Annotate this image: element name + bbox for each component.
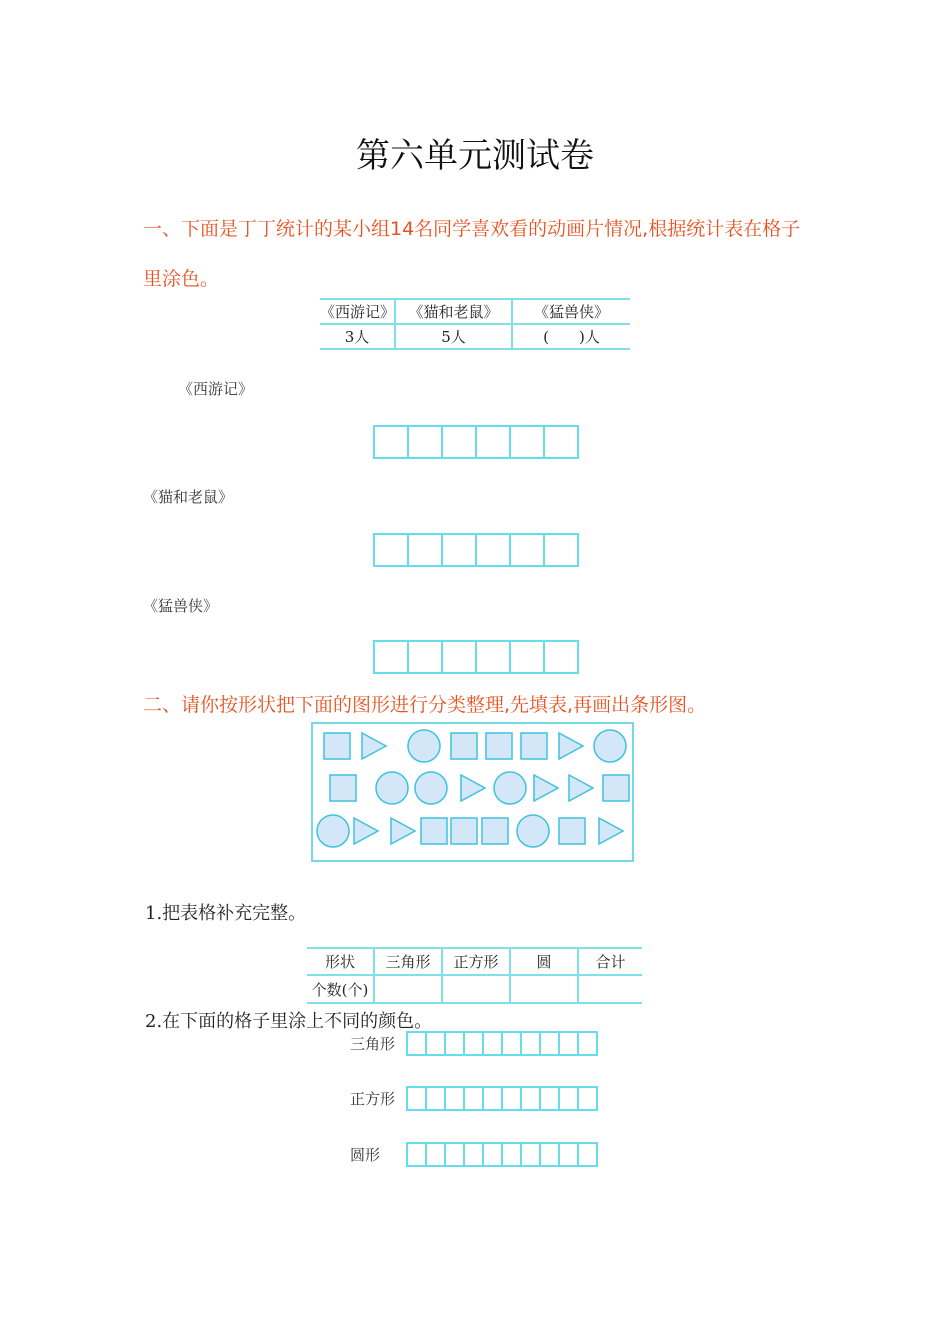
- grid-tom-jerry[interactable]: [373, 533, 579, 567]
- row-label-xiyouji: 《西游记》: [178, 380, 254, 398]
- triangle-shape: [362, 733, 386, 759]
- grid-xiyouji[interactable]: [373, 425, 579, 459]
- table-header: 三角形: [374, 948, 442, 975]
- square-shape: [559, 818, 585, 844]
- circle-shape: [376, 772, 408, 804]
- circle-shape: [517, 815, 549, 847]
- q2-sub1: 1.把表格补充完整。: [145, 903, 307, 924]
- cartoon-stats-table: [320, 298, 630, 350]
- table-cell: 3人: [320, 324, 395, 349]
- triangle-shape: [461, 775, 485, 801]
- q2-sub2: 2.在下面的格子里涂上不同的颜色。: [145, 1011, 433, 1032]
- square-shape: [603, 775, 629, 801]
- count-cell-triangle[interactable]: [374, 975, 442, 1003]
- count-cell-circle[interactable]: [510, 975, 578, 1003]
- q1-heading-line1: 一、下面是丁丁统计的某小组14名同学喜欢看的动画片情况,根据统计表在格子: [143, 218, 801, 240]
- square-shape: [451, 818, 477, 844]
- table-header: 正方形: [442, 948, 510, 975]
- shape-count-table: [307, 947, 642, 1004]
- table-cell: ( )人: [512, 324, 630, 349]
- square-shape: [330, 775, 356, 801]
- circle-shape: [594, 730, 626, 762]
- circle-shape: [415, 772, 447, 804]
- bar-label-square: 正方形: [350, 1090, 396, 1108]
- triangle-shape: [599, 818, 623, 844]
- grid-beast-hero[interactable]: [373, 640, 579, 674]
- table-header: 《猛兽侠》: [512, 299, 630, 324]
- bar-label-circle: 圆形: [350, 1146, 381, 1164]
- table-cell: 5人: [395, 324, 512, 349]
- shapes-panel: [311, 722, 634, 862]
- bar-grid-triangle[interactable]: [406, 1031, 598, 1056]
- square-shape: [521, 733, 547, 759]
- shapes-figure: [313, 724, 632, 860]
- table-header: 形状: [307, 948, 374, 975]
- row-label: 个数(个): [307, 975, 374, 1003]
- square-shape: [421, 818, 447, 844]
- circle-shape: [494, 772, 526, 804]
- q1-heading-line2: 里涂色。: [143, 268, 220, 290]
- q2-heading: 二、请你按形状把下面的图形进行分类整理,先填表,再画出条形图。: [143, 694, 707, 716]
- table-header: 《猫和老鼠》: [395, 299, 512, 324]
- row-label-beast-hero: 《猛兽侠》: [143, 597, 219, 615]
- square-shape: [482, 818, 508, 844]
- triangle-shape: [354, 818, 378, 844]
- square-shape: [324, 733, 350, 759]
- count-cell-square[interactable]: [442, 975, 510, 1003]
- row-label-tom-jerry: 《猫和老鼠》: [143, 488, 234, 506]
- square-shape: [451, 733, 477, 759]
- triangle-shape: [391, 818, 415, 844]
- table-header: 合计: [578, 948, 642, 975]
- circle-shape: [317, 815, 349, 847]
- circle-shape: [408, 730, 440, 762]
- count-cell-total[interactable]: [578, 975, 642, 1003]
- bar-label-triangle: 三角形: [350, 1035, 396, 1053]
- triangle-shape: [559, 733, 583, 759]
- table-header: 《西游记》: [320, 299, 395, 324]
- bar-grid-square[interactable]: [406, 1086, 598, 1111]
- bar-grid-circle[interactable]: [406, 1142, 598, 1167]
- triangle-shape: [569, 775, 593, 801]
- triangle-shape: [534, 775, 558, 801]
- page-title: 第六单元测试卷: [356, 136, 594, 176]
- table-header: 圆: [510, 948, 578, 975]
- square-shape: [486, 733, 512, 759]
